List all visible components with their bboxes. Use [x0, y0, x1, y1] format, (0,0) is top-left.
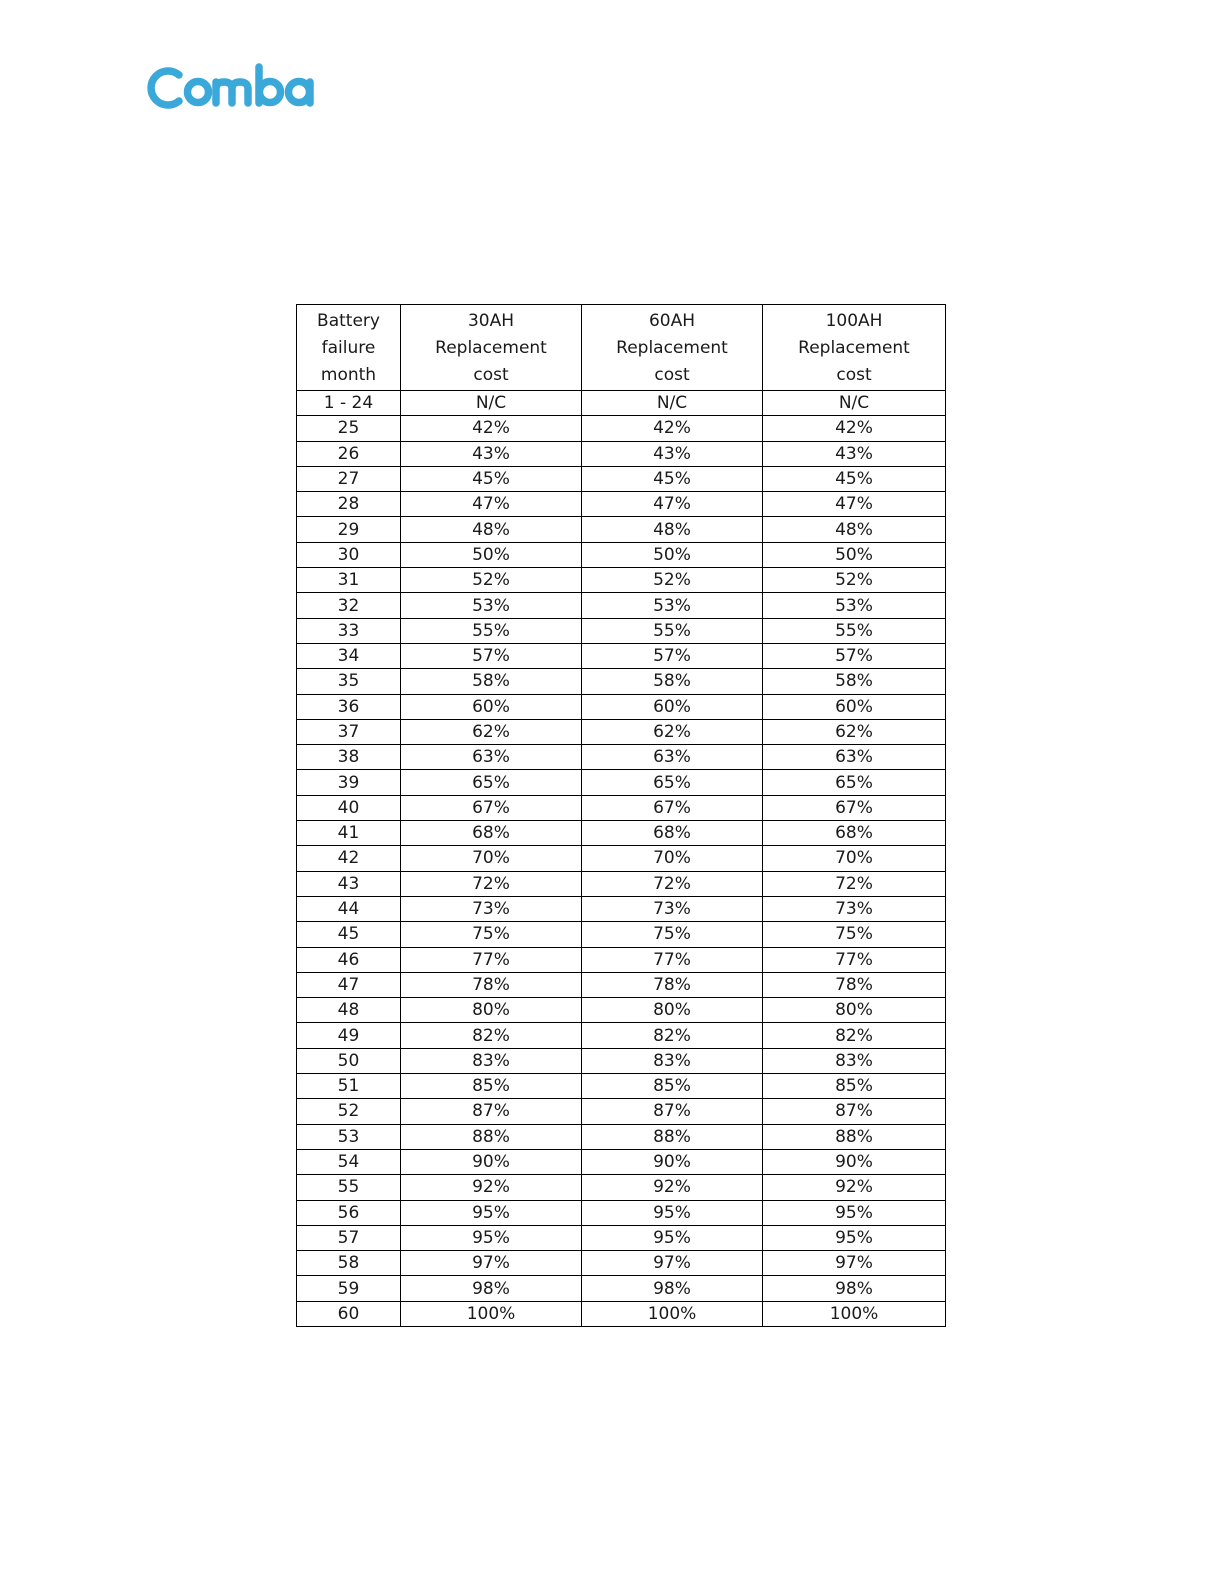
cell-100ah-cost: 70% [763, 846, 946, 871]
cell-30ah-cost: 100% [401, 1301, 582, 1326]
table-row [297, 795, 946, 820]
comba-logo [146, 62, 322, 114]
cell-100ah-cost: 60% [763, 694, 946, 719]
cell-month: 34 [297, 643, 401, 668]
header-60ah-replacement-cost [582, 305, 763, 391]
cell-100ah-cost: 67% [763, 795, 946, 820]
header-line: Replacement [435, 338, 547, 358]
cell-60ah-cost: 75% [582, 922, 763, 947]
table-header-row [297, 305, 946, 391]
cell-60ah-cost: 62% [582, 719, 763, 744]
cell-100ah-cost: 100% [763, 1301, 946, 1326]
cell-100ah-cost: 43% [763, 441, 946, 466]
battery-replacement-cost-table [296, 304, 946, 1327]
cell-100ah-cost: 92% [763, 1175, 946, 1200]
cell-30ah-cost: 42% [401, 416, 582, 441]
cell-30ah-cost: 80% [401, 998, 582, 1023]
cell-month: 60 [297, 1301, 401, 1326]
header-line: 100AH [825, 311, 883, 331]
cell-100ah-cost: 95% [763, 1200, 946, 1225]
cell-60ah-cost: 82% [582, 1023, 763, 1048]
cell-month: 38 [297, 745, 401, 770]
table-row [297, 391, 946, 416]
cell-month: 56 [297, 1200, 401, 1225]
cell-30ah-cost: N/C [401, 391, 582, 416]
header-line: Replacement [798, 338, 910, 358]
cell-30ah-cost: 63% [401, 745, 582, 770]
cell-60ah-cost: 70% [582, 846, 763, 871]
cell-60ah-cost: 47% [582, 492, 763, 517]
table-row [297, 492, 946, 517]
header-line: month [320, 365, 377, 385]
cell-30ah-cost: 48% [401, 517, 582, 542]
cell-month: 49 [297, 1023, 401, 1048]
cell-month: 46 [297, 947, 401, 972]
cell-30ah-cost: 67% [401, 795, 582, 820]
cell-60ah-cost: 48% [582, 517, 763, 542]
cell-30ah-cost: 60% [401, 694, 582, 719]
replacement-cost-table-container [296, 304, 945, 1327]
table-row [297, 669, 946, 694]
cell-60ah-cost: 92% [582, 1175, 763, 1200]
table-row [297, 922, 946, 947]
table-row [297, 416, 946, 441]
cell-month: 39 [297, 770, 401, 795]
cell-100ah-cost: 85% [763, 1074, 946, 1099]
cell-30ah-cost: 82% [401, 1023, 582, 1048]
cell-30ah-cost: 72% [401, 871, 582, 896]
cell-month: 35 [297, 669, 401, 694]
header-30ah-replacement-cost [401, 305, 582, 391]
cell-month: 45 [297, 922, 401, 947]
cell-month: 32 [297, 593, 401, 618]
cell-100ah-cost: 97% [763, 1251, 946, 1276]
cell-30ah-cost: 62% [401, 719, 582, 744]
header-100ah-replacement-cost [763, 305, 946, 391]
table-row [297, 618, 946, 643]
cell-60ah-cost: 78% [582, 972, 763, 997]
cell-60ah-cost: 45% [582, 466, 763, 491]
cell-100ah-cost: 80% [763, 998, 946, 1023]
table-row [297, 770, 946, 795]
table-row [297, 694, 946, 719]
cell-60ah-cost: 53% [582, 593, 763, 618]
cell-30ah-cost: 47% [401, 492, 582, 517]
cell-60ah-cost: 60% [582, 694, 763, 719]
table-row [297, 998, 946, 1023]
table-row [297, 1023, 946, 1048]
cell-month: 42 [297, 846, 401, 871]
table-row [297, 466, 946, 491]
table-row [297, 441, 946, 466]
table-row [297, 821, 946, 846]
cell-month: 26 [297, 441, 401, 466]
cell-100ah-cost: 82% [763, 1023, 946, 1048]
cell-60ah-cost: 65% [582, 770, 763, 795]
cell-30ah-cost: 83% [401, 1048, 582, 1073]
table-row [297, 1175, 946, 1200]
table-row [297, 593, 946, 618]
table-row [297, 1099, 946, 1124]
cell-60ah-cost: 85% [582, 1074, 763, 1099]
cell-60ah-cost: 88% [582, 1124, 763, 1149]
cell-30ah-cost: 73% [401, 896, 582, 921]
table-row [297, 846, 946, 871]
cell-60ah-cost: 55% [582, 618, 763, 643]
cell-100ah-cost: 73% [763, 896, 946, 921]
cell-60ah-cost: 100% [582, 1301, 763, 1326]
header-line: failure [321, 338, 376, 358]
cell-month: 51 [297, 1074, 401, 1099]
cell-month: 58 [297, 1251, 401, 1276]
cell-30ah-cost: 55% [401, 618, 582, 643]
cell-60ah-cost: 95% [582, 1200, 763, 1225]
cell-30ah-cost: 87% [401, 1099, 582, 1124]
cell-month: 29 [297, 517, 401, 542]
cell-60ah-cost: 87% [582, 1099, 763, 1124]
cell-month: 50 [297, 1048, 401, 1073]
cell-30ah-cost: 65% [401, 770, 582, 795]
cell-60ah-cost: 68% [582, 821, 763, 846]
cell-60ah-cost: 90% [582, 1149, 763, 1174]
table-row [297, 972, 946, 997]
cell-100ah-cost: 62% [763, 719, 946, 744]
cell-60ah-cost: 52% [582, 568, 763, 593]
table-body [297, 391, 946, 1327]
table-row [297, 745, 946, 770]
cell-30ah-cost: 98% [401, 1276, 582, 1301]
header-line: 30AH [467, 311, 515, 331]
cell-100ah-cost: 48% [763, 517, 946, 542]
cell-30ah-cost: 75% [401, 922, 582, 947]
comba-logo-graphic [146, 62, 322, 114]
table-row [297, 871, 946, 896]
cell-100ah-cost: 57% [763, 643, 946, 668]
cell-month: 43 [297, 871, 401, 896]
cell-month: 57 [297, 1225, 401, 1250]
cell-100ah-cost: 63% [763, 745, 946, 770]
table-row [297, 896, 946, 921]
cell-100ah-cost: 52% [763, 568, 946, 593]
cell-100ah-cost: 87% [763, 1099, 946, 1124]
cell-30ah-cost: 57% [401, 643, 582, 668]
header-line: Battery [317, 311, 380, 331]
cell-100ah-cost: 50% [763, 542, 946, 567]
table-row [297, 719, 946, 744]
cell-month: 37 [297, 719, 401, 744]
table-row [297, 1301, 946, 1326]
cell-30ah-cost: 43% [401, 441, 582, 466]
cell-30ah-cost: 50% [401, 542, 582, 567]
header-line: 60AH [648, 311, 696, 331]
cell-month: 1 - 24 [297, 391, 401, 416]
cell-30ah-cost: 53% [401, 593, 582, 618]
cell-60ah-cost: 95% [582, 1225, 763, 1250]
cell-60ah-cost: 42% [582, 416, 763, 441]
cell-100ah-cost: 90% [763, 1149, 946, 1174]
cell-month: 48 [297, 998, 401, 1023]
cell-60ah-cost: 72% [582, 871, 763, 896]
cell-100ah-cost: 95% [763, 1225, 946, 1250]
cell-100ah-cost: 83% [763, 1048, 946, 1073]
table-row [297, 1149, 946, 1174]
header-line: Replacement [616, 338, 728, 358]
cell-100ah-cost: 77% [763, 947, 946, 972]
cell-100ah-cost: 98% [763, 1276, 946, 1301]
cell-60ah-cost: 80% [582, 998, 763, 1023]
table-row [297, 542, 946, 567]
cell-30ah-cost: 92% [401, 1175, 582, 1200]
cell-month: 52 [297, 1099, 401, 1124]
table-row [297, 1225, 946, 1250]
cell-month: 53 [297, 1124, 401, 1149]
cell-100ah-cost: 88% [763, 1124, 946, 1149]
cell-month: 31 [297, 568, 401, 593]
cell-100ah-cost: 45% [763, 466, 946, 491]
cell-60ah-cost: 43% [582, 441, 763, 466]
cell-60ah-cost: 50% [582, 542, 763, 567]
cell-month: 25 [297, 416, 401, 441]
table-row [297, 568, 946, 593]
cell-100ah-cost: 68% [763, 821, 946, 846]
cell-30ah-cost: 70% [401, 846, 582, 871]
cell-60ah-cost: 77% [582, 947, 763, 972]
cell-100ah-cost: 75% [763, 922, 946, 947]
cell-30ah-cost: 78% [401, 972, 582, 997]
cell-100ah-cost: 42% [763, 416, 946, 441]
cell-month: 41 [297, 821, 401, 846]
table-row [297, 1251, 946, 1276]
cell-month: 33 [297, 618, 401, 643]
cell-100ah-cost: N/C [763, 391, 946, 416]
cell-100ah-cost: 55% [763, 618, 946, 643]
cell-30ah-cost: 95% [401, 1225, 582, 1250]
header-line: cost [654, 365, 690, 385]
cell-60ah-cost: N/C [582, 391, 763, 416]
cell-month: 47 [297, 972, 401, 997]
table-row [297, 947, 946, 972]
cell-100ah-cost: 78% [763, 972, 946, 997]
table-row [297, 1124, 946, 1149]
table-row [297, 1276, 946, 1301]
cell-60ah-cost: 63% [582, 745, 763, 770]
cell-30ah-cost: 90% [401, 1149, 582, 1174]
table-row [297, 517, 946, 542]
cell-month: 27 [297, 466, 401, 491]
table-row [297, 643, 946, 668]
cell-100ah-cost: 65% [763, 770, 946, 795]
header-battery-failure-month [297, 305, 401, 391]
cell-30ah-cost: 68% [401, 821, 582, 846]
cell-month: 40 [297, 795, 401, 820]
cell-30ah-cost: 77% [401, 947, 582, 972]
cell-month: 28 [297, 492, 401, 517]
cell-month: 59 [297, 1276, 401, 1301]
table-row [297, 1200, 946, 1225]
cell-60ah-cost: 67% [582, 795, 763, 820]
cell-month: 54 [297, 1149, 401, 1174]
cell-30ah-cost: 52% [401, 568, 582, 593]
cell-60ah-cost: 57% [582, 643, 763, 668]
table-row [297, 1048, 946, 1073]
cell-60ah-cost: 98% [582, 1276, 763, 1301]
cell-100ah-cost: 72% [763, 871, 946, 896]
cell-30ah-cost: 45% [401, 466, 582, 491]
header-line: cost [836, 365, 872, 385]
table-row [297, 1074, 946, 1099]
cell-60ah-cost: 83% [582, 1048, 763, 1073]
header-line: cost [473, 365, 509, 385]
cell-month: 44 [297, 896, 401, 921]
cell-100ah-cost: 53% [763, 593, 946, 618]
cell-30ah-cost: 58% [401, 669, 582, 694]
cell-60ah-cost: 97% [582, 1251, 763, 1276]
cell-30ah-cost: 85% [401, 1074, 582, 1099]
cell-30ah-cost: 97% [401, 1251, 582, 1276]
cell-month: 36 [297, 694, 401, 719]
cell-30ah-cost: 95% [401, 1200, 582, 1225]
cell-month: 55 [297, 1175, 401, 1200]
cell-100ah-cost: 47% [763, 492, 946, 517]
cell-30ah-cost: 88% [401, 1124, 582, 1149]
cell-60ah-cost: 73% [582, 896, 763, 921]
cell-60ah-cost: 58% [582, 669, 763, 694]
cell-100ah-cost: 58% [763, 669, 946, 694]
table-header [297, 305, 946, 391]
cell-month: 30 [297, 542, 401, 567]
